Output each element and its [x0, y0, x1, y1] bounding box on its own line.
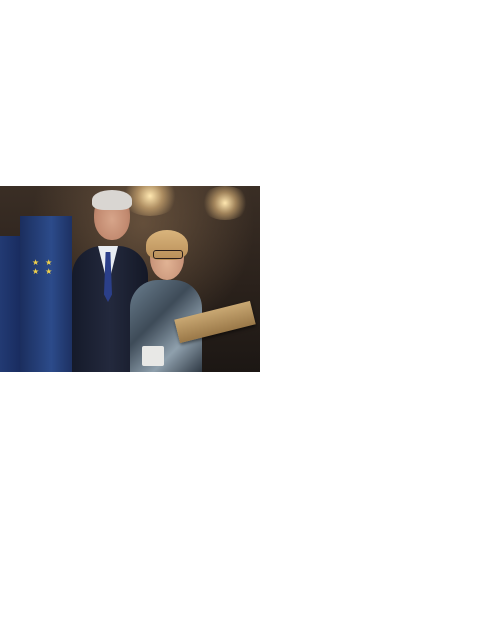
event-photo: ★ ★ ★ ★	[0, 186, 260, 372]
